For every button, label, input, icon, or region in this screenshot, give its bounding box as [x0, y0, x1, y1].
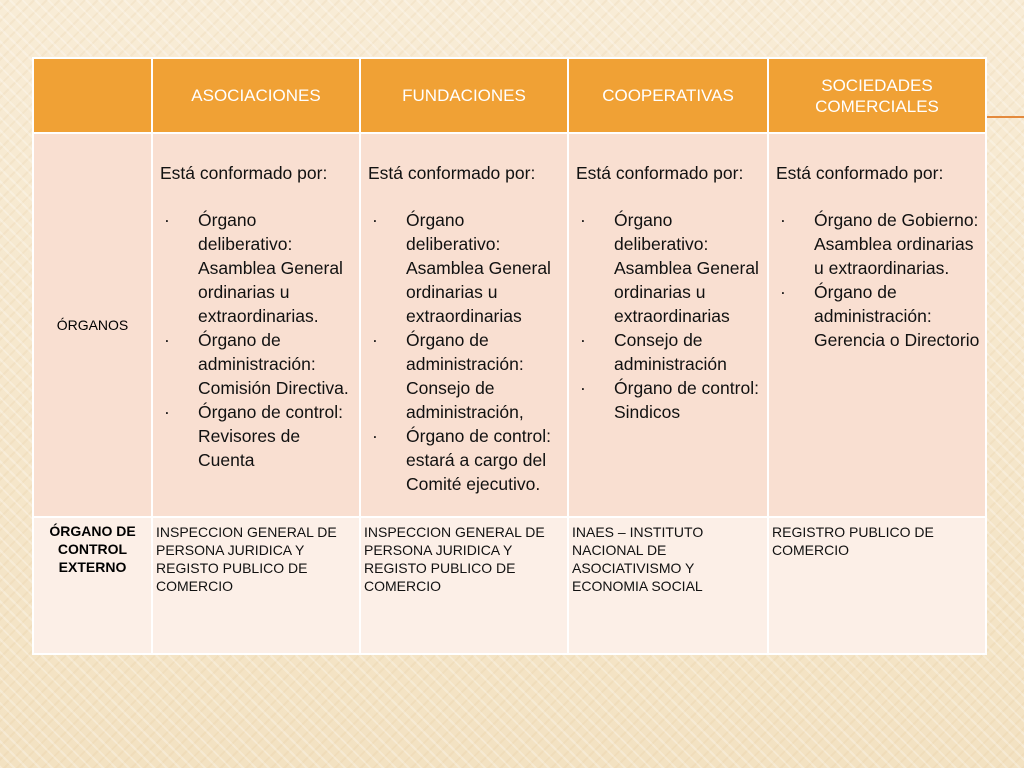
- list-item: · Órgano de administración: Comisión Directiva.: [160, 328, 354, 400]
- row-organos: [33, 133, 986, 517]
- cell-control-cooperativas: INAES – INSTITUTO NACIONAL DE ASOCIATIVISMO Y ECONOMIA SOCIAL: [568, 517, 768, 654]
- row-label-organos: ÓRGANOS: [33, 133, 152, 517]
- cell-intro: Está conformado por:: [776, 163, 944, 183]
- header-asociaciones: ASOCIACIONES: [152, 58, 360, 133]
- bullet-icon: ·: [372, 426, 378, 446]
- list-item: · Órgano deliberativo: Asamblea General ordinarias u extraordinarias.: [160, 208, 354, 328]
- list-item: · Órgano de control: estará a cargo del Comité ejecutivo.: [368, 424, 562, 496]
- comparison-table: [32, 57, 987, 655]
- cell-control-sociedades: REGISTRO PUBLICO DE COMERCIO: [768, 517, 986, 654]
- header-fundaciones: FUNDACIONES: [360, 58, 568, 133]
- cell-organos-sociedades: [768, 133, 986, 517]
- header-row: [33, 58, 986, 133]
- cell-organos-fundaciones: [360, 133, 568, 517]
- bullet-icon: ·: [780, 210, 786, 230]
- bullet-icon: ·: [372, 330, 378, 350]
- bullet-icon: ·: [164, 210, 170, 230]
- cell-intro: Está conformado por:: [160, 163, 328, 183]
- bullet-list: [576, 208, 762, 424]
- list-item: · Órgano deliberativo: Asamblea General ordinarias u extraordinarias: [576, 208, 762, 328]
- list-item: · Órgano de Gobierno: Asamblea ordinarias u extraordinarias.: [776, 208, 980, 280]
- list-item: · Órgano de administración: Consejo de administración,: [368, 328, 562, 424]
- cell-intro: Está conformado por:: [368, 163, 536, 183]
- decorative-accent-line: [984, 116, 1024, 118]
- bullet-list: [160, 208, 354, 472]
- bullet-list: [776, 208, 980, 352]
- bullet-icon: ·: [580, 378, 586, 398]
- bullet-list: [368, 208, 562, 496]
- cell-control-fundaciones: INSPECCION GENERAL DE PERSONA JURIDICA Y REGISTO PUBLICO DE COMERCIO: [360, 517, 568, 654]
- list-item: · Órgano de control: Revisores de Cuenta: [160, 400, 354, 472]
- bullet-icon: ·: [580, 330, 586, 350]
- header-sociedades-comerciales: SOCIEDADES COMERCIALES: [768, 58, 986, 133]
- list-item: · Órgano deliberativo: Asamblea General ordinarias u extraordinarias: [368, 208, 562, 328]
- header-cell-empty: [33, 58, 152, 133]
- cell-intro: Está conformado por:: [576, 163, 744, 183]
- row-label-control-externo: ÓRGANO DE CONTROL EXTERNO: [33, 517, 152, 654]
- bullet-icon: ·: [164, 330, 170, 350]
- bullet-icon: ·: [780, 282, 786, 302]
- cell-organos-cooperativas: [568, 133, 768, 517]
- row-control-externo: [33, 517, 986, 654]
- list-item: · Órgano de administración: Gerencia o Directorio: [776, 280, 980, 352]
- cell-control-asociaciones: INSPECCION GENERAL DE PERSONA JURIDICA Y REGISTO PUBLICO DE COMERCIO: [152, 517, 360, 654]
- bullet-icon: ·: [164, 402, 170, 422]
- bullet-icon: ·: [580, 210, 586, 230]
- list-item: · Consejo de administración: [576, 328, 762, 376]
- cell-organos-asociaciones: [152, 133, 360, 517]
- header-cooperativas: COOPERATIVAS: [568, 58, 768, 133]
- list-item: · Órgano de control: Sindicos: [576, 376, 762, 424]
- bullet-icon: ·: [372, 210, 378, 230]
